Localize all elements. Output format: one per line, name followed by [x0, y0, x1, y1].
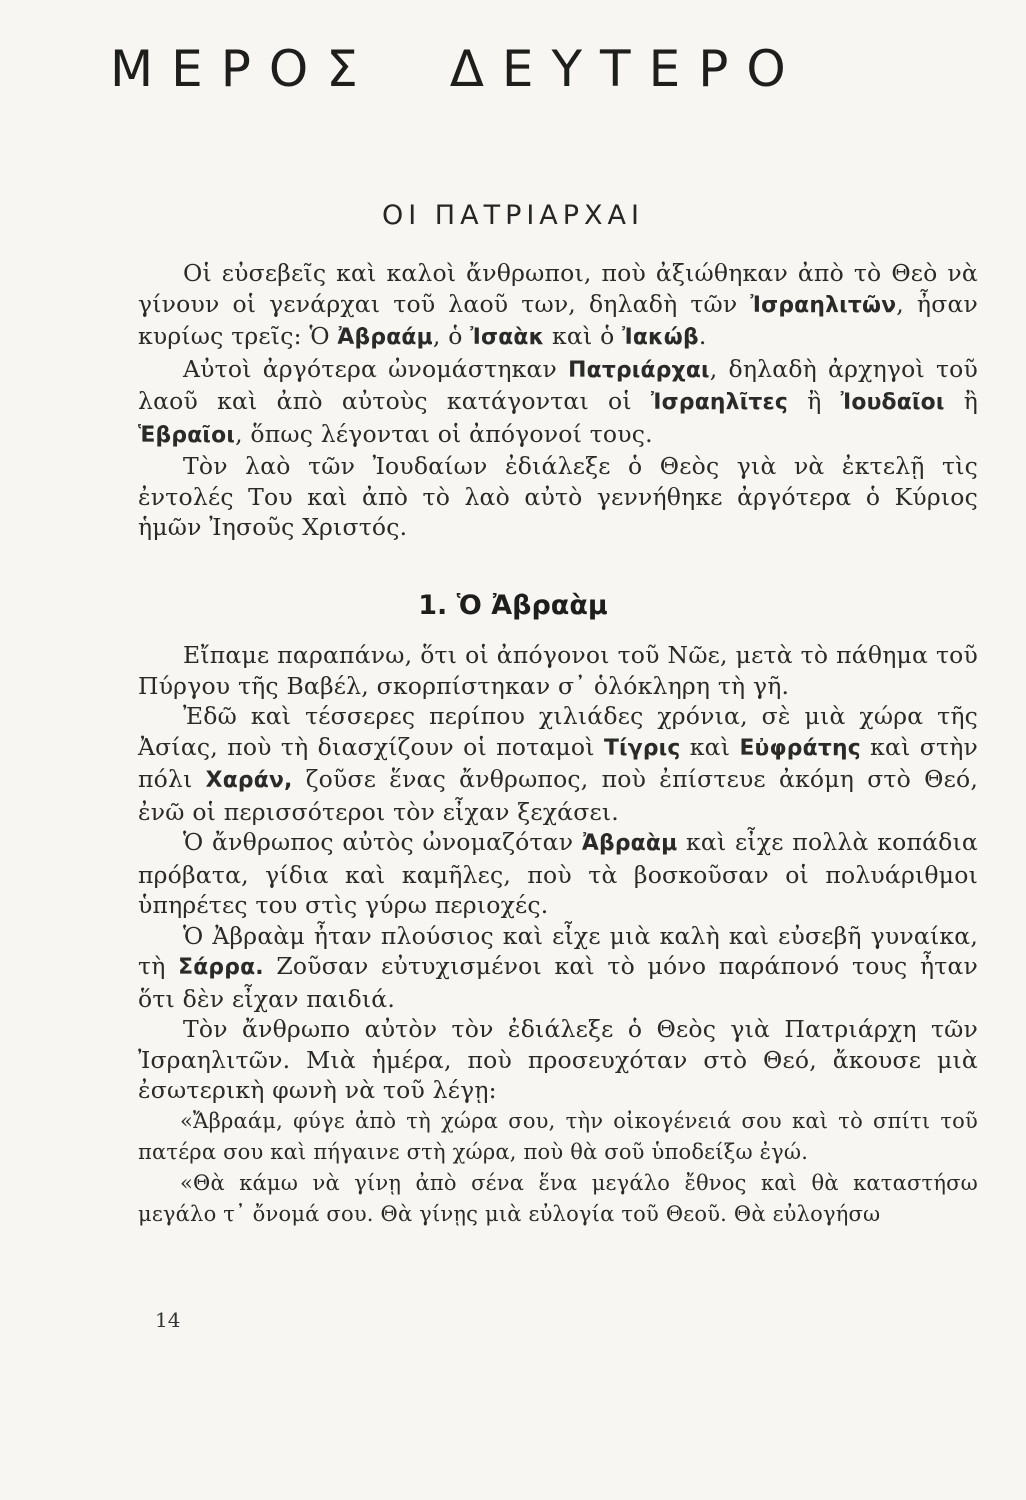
part-title: ΜΕΡΟΣ ΔΕΥΤΕΡΟ: [110, 40, 804, 98]
intro-paragraph-2: Αὐτοὶ ἀργότερα ὠνομάστηκαν Πατριάρχαι, δηλαδὴ ἀρχηγοὶ τοῦ λαοῦ καὶ ἀπὸ αὐτοὺς κατάγονται οἱ Ἰσραηλῖτες ἢ Ἰουδαῖοι ἢ Ἑβραῖοι, ὅπως λέγονται οἱ ἀπόγονοί τους.: [138, 354, 979, 448]
section-text: [138, 640, 978, 1230]
chapter-title: ΟΙ ΠΑΤΡΙΑΡΧΑΙ: [382, 200, 644, 231]
intro-paragraph-1: Οἱ εὐσεβεῖς καὶ καλοὶ ἄνθρωποι, ποὺ ἀξιώθηκαν ἀπὸ τὸ Θεὸ νὰ γίνουν οἱ γενάρχαι τοῦ λαοῦ των, δηλαδὴ τῶν Ἰσραηλιτῶν, ἦσαν κυρίως τρεῖς: Ὁ Ἀβραάμ, ὁ Ἰσαὰκ καὶ ὁ Ἰακώβ.: [138, 259, 979, 350]
section-title: 1. Ὁ Ἀβραὰμ: [418, 590, 608, 621]
intro-paragraph-3: Τὸν λαὸ τῶν Ἰουδαίων ἐδιάλεξε ὁ Θεὸς γιὰ νὰ ἐκτελῇ τὶς ἐντολές Του καὶ ἀπὸ τὸ λαὸ αὐτὸ γεννήθηκε ἀργότερα ὁ Κύριος ἡμῶν Ἰησοῦς Χριστός.: [138, 452, 978, 541]
body-paragraph-2: Ἐδῶ καὶ τέσσερες περίπου χιλιάδες χρόνια, σὲ μιὰ χώρα τῆς Ἀσίας, ποὺ τὴ διασχίζουν οἱ ποταμοὶ Τίγρις καὶ Εὐφράτης καὶ στὴν πόλι Χαράν, ζοῦσε ἕνας ἄνθρωπος, ποὺ ἐπίστευε ἀκόμη στὸ Θεό, ἐνῶ οἱ περισσότεροι τὸν εἶχαν ξεχάσει.: [138, 702, 979, 826]
page-number: 14: [155, 1308, 181, 1332]
quote-paragraph-1: «Ἄβραάμ, φύγε ἀπὸ τὴ χώρα σου, τὴν οἰκογένειά σου καὶ τὸ σπίτι τοῦ πατέρα σου καὶ πήγαινε στὴ χώρα, ποὺ θὰ σοῦ ὑποδείξω ἐγώ.: [138, 1108, 978, 1164]
quote-paragraph-2: «Θὰ κάμω νὰ γίνῃ ἀπὸ σένα ἕνα μεγάλο ἔθνος καὶ θὰ καταστήσω μεγάλο τ᾽ ὄνομά σου. Θὰ γίνῃς μιὰ εὐλογία τοῦ Θεοῦ. Θὰ εὐλογήσω: [138, 1170, 978, 1226]
body-paragraph-4: Ὁ Ἀβραὰμ ἦταν πλούσιος καὶ εἶχε μιὰ καλὴ καὶ εὐσεβῆ γυναίκα, τὴ Σάρρα. Ζοῦσαν εὐτυχισμένοι καὶ τὸ μόνο παράπονό τους ἦταν ὅτι δὲν εἶχαν παιδιά.: [138, 921, 979, 1013]
intro-text: [138, 258, 978, 543]
body-paragraph-5: Τὸν ἄνθρωπο αὐτὸν τὸν ἐδιάλεξε ὁ Θεὸς γιὰ Πατριάρχη τῶν Ἰσραηλιτῶν. Μιὰ ἡμέρα, ποὺ προσευχόταν στὸ Θεό, ἄκουσε μιὰ ἐσωτερικὴ φωνὴ νὰ τοῦ λέγῃ:: [138, 1015, 978, 1104]
body-paragraph-3: Ὁ ἄνθρωπος αὐτὸς ὠνομαζόταν Ἀβραὰμ καὶ εἶχε πολλὰ κοπάδια πρόβατα, γίδια καὶ καμῆλες, ποὺ τὰ βοσκοῦσαν οἱ πολυάριθμοι ὑπηρέτες του στὶς γύρω περιοχές.: [138, 828, 978, 919]
body-paragraph-1: Εἴπαμε παραπάνω, ὅτι οἱ ἀπόγονοι τοῦ Νῶε, μετὰ τὸ πάθημα τοῦ Πύργου τῆς Βαβέλ, σκορπίστηκαν σ᾽ ὁλόκληρη τὴ γῆ.: [138, 641, 978, 700]
